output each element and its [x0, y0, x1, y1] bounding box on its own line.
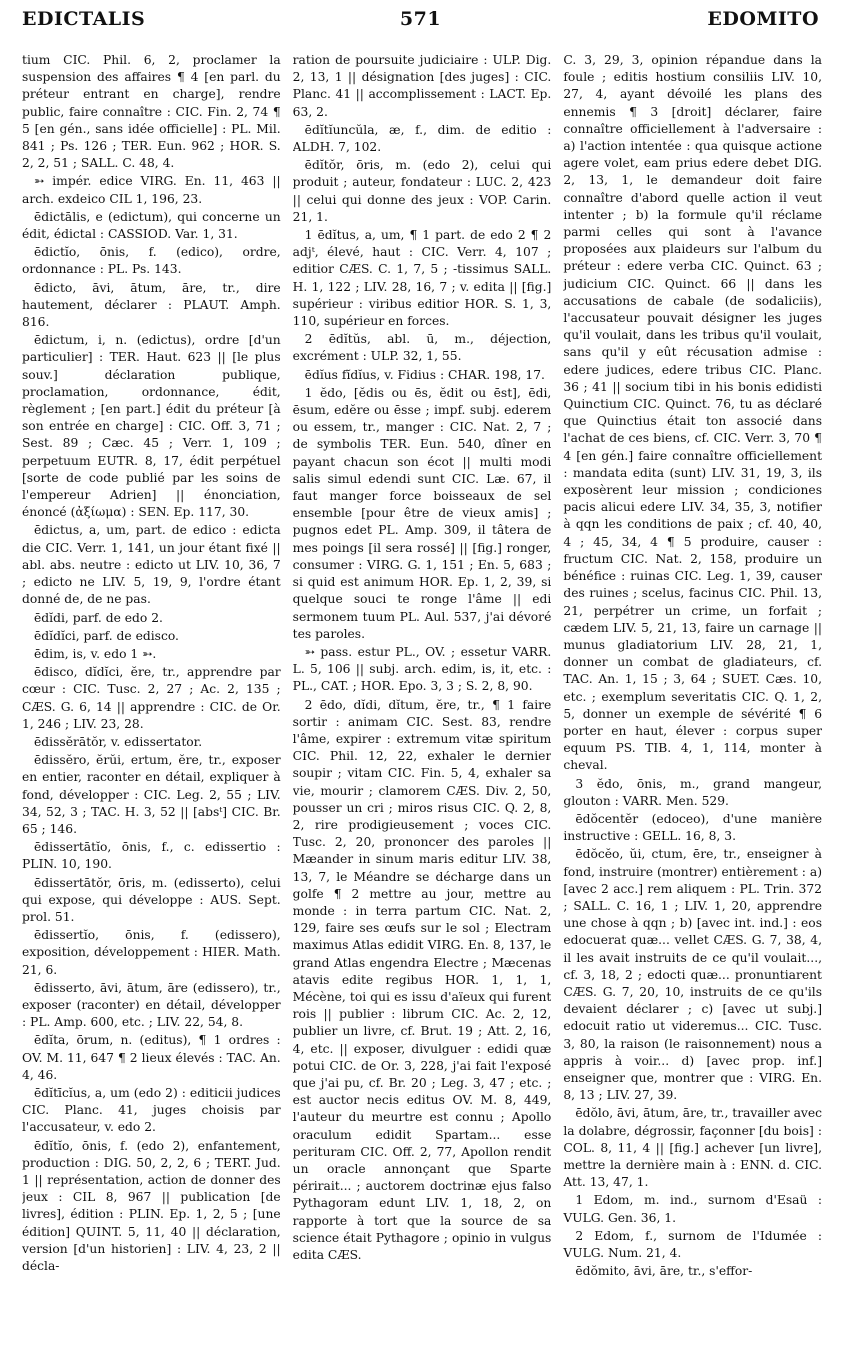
column-left [22, 52, 281, 1352]
dictionary-entry: 2 Edom, f., surnom de l'Idumée : VULG. Num. 21, 4. [563, 1228, 823, 1261]
dictionary-entry: ēdisserto, āvi, ātum, āre (edissero), tr., exposer (raconter) en détail, développer : PL. Amp. 600, etc. ; LIV. 22, 54, 8. [22, 980, 281, 1030]
dictionary-entry: ēdĭus fĭdĭus, v. Fidius : CHAR. 198, 17. [304, 367, 545, 382]
dictionary-entry: ēdĭdi, parf. de edo 2. [34, 610, 163, 625]
page-header [22, 8, 819, 42]
dictionary-entry: ēdicto, āvi, ātum, āre, tr., dire hautement, déclarer : PLAUT. Amph. 816. [22, 280, 281, 330]
dictionary-entry: ēdĭtĭuncŭla, æ, f., dim. de editio : ALDH. 7, 102. [292, 122, 552, 155]
dictionary-entry: ēdissertātĭo, ōnis, f., c. edissertio : PLIN. 10, 190. [22, 840, 281, 872]
header-first-word: EDICTALIS [22, 8, 146, 30]
dictionary-entry: ➳ impér. edice VIRG. En. 11, 463 || arch. exdeico CIL 1, 196, 23. [22, 174, 281, 206]
dictionary-entry: ēdissertĭo, ōnis, f. (edissero), exposition, développement : HIER. Math. 21, 6. [22, 928, 281, 977]
dictionary-entry: ēdŏcĕo, ŭi, ctum, ēre, tr., enseigner à fond, instruire (montrer) entièrement : a) [avec 2 acc.] rem aliquem : PL. Trin. 372 ; SALL. C. 16, 1 ; LIV. 1, 20, apprendre une chose à qqn ; b) [avec int. ind.] : eos edocuerat quæ... vellet CÆS. G. 7, 38, 4, il les avait instruits de ce qu'il voulait..., cf. 3, 18, 2 ; edocti quæ... pronuntiarent CÆS. G. 7, 20, 10, instruits de ce qu'ils devaient déclarer ; c) [avec ut subj.] edocuit ratio ut videremus... CIC. Tusc. 3, 80, la raison (le raisonnement) nous a appris à voir... d) [avec prop. inf.] enseigner que, montrer que : VIRG. En. 8, 13 ; LIV. 27, 39. [563, 847, 823, 1103]
dictionary-entry: 1 Edom, m. ind., surnom d'Esaü : VULG. Gen. 36, 1. [563, 1193, 823, 1225]
dictionary-entry: 1 ĕdo, [ĕdis ou ēs, ĕdit ou ēst], ēdi, ēsum, edĕre ou ēsse ; impf. subj. ederem ou essem, tr., manger : CIC. Nat. 2, 7 ; de symbolis TER. Eun. 540, dîner en payant chacun son écot || multi modi salis simul edendi sunt CIC. Læ. 67, il faut manger force boisseaux de sel ensemble [pour être de vieux amis] ; pugnos edet PL. Amp. 309, il tâtera de mes poings [il sera rossé] || [fig.] ronger, consumer : VIRG. G. 1, 151 ; En. 5, 683 ; si quid est animum HOR. Ep. 1, 2, 39, si quelque souci te ronge l'âme || edi sermonem tuum PL. Aul. 537, j'ai dévoré tes paroles. [292, 385, 552, 641]
dictionary-entry: ēdĭta, ōrum, n. (editus), ¶ 1 ordres : OV. M. 11, 647 ¶ 2 lieux élevés : TAC. An. 4, 46. [22, 1033, 281, 1082]
page-number: 571 [399, 8, 442, 30]
dictionary-entry: tium CIC. Phil. 6, 2, proclamer la suspension des affaires ¶ 4 [en parl. du préteur entrant en charge], rendre public, faire connaître : CIC. Fin. 2, 74 ¶ 5 [en gén., sans idée officielle] : PL. Mil. 841 ; Ps. 126 ; TER. Eun. 962 ; HOR. S. 2, 2, 51 ; SALL. C. 48, 4. [22, 53, 281, 171]
dictionary-entry: ēdictum, i, n. (edictus), ordre [d'un particulier] : TER. Haut. 623 || [le plus souv.] déclaration publique, proclamation, ordonnance, édit, règlement ; [en part.] édit du préteur [à son entrée en charge] : CIC. Off. 3, 71 ; Sest. 89 ; Cæc. 45 ; Verr. 1, 109 ; perpetuum EUTR. 8, 17, édit perpétuel [sorte de code publié par les soins de l'empereur Adrien] || énonciation, énoncé (ἀξίωμα) : SEN. Ep. 117, 30. [22, 333, 281, 520]
dictionary-entry: C. 3, 29, 3, opinion répandue dans la foule ; editis hostium consiliis LIV. 10, 27, 4, ayant dévoilé les plans des ennemis ¶ 3 [droit] déclarer, faire connaître officiellement à l'adversaire : a) l'action intentée : qua quisque actione agere volet, eam prius edere debet DIG. 2, 13, 1, le demandeur doit faire connaître d'abord quelle action il veut intenter ; b) la formule qu'il réclame parmi celles qui sont à l'avance proposées aux plaideurs sur l'album du préteur : edere verba CIC. Quinct. 63 ; judicium CIC. Quinct. 66 || dans les accusations de cabale (de sodaliciis), l'accusateur pouvait désigner les juges qu'il voulait, dans les tribus qu'il voulait, sans qu'il y eût récusation admise : edere judices, edere tribus CIC. Planc. 36 ; 41 || socium tibi in his bonis edidisti Quinctium CIC. Quinct. 76, tu as déclaré que Quinctius était ton associé dans l'achat de ces biens, cf. CIC. Verr. 3, 70 ¶ 4 [en gén.] faire connaître officiellement : mandata edita (sunt) LIV. 31, 19, 3, ils exposèrent leur mission ; condiciones pacis alicui edere LIV. 34, 35, 3, notifier à qqn les conditions de paix ; cf. 40, 40, 4 ; 45, 34, 4 ¶ 5 produire, causer : fructum CIC. Nat. 2, 158, produire un bénéfice : ruinas CIC. Leg. 1, 39, causer des ruines ; scelus, facinus CIC. Phil. 13, 21, perpétrer un crime, un forfait ; cædem LIV. 5, 21, 13, faire un carnage || munus gladiatorium LIV. 28, 21, 1, donner un combat de gladiateurs, cf. TAC. An. 1, 15 ; 3, 64 ; SUET. Cæs. 10, etc. ; exemplum severitatis CIC. Q. 1, 2, 5, donner un exemple de sévérité ¶ 6 porter en haut, élever : corpus super equum PS. TIB. 4, 1, 114, monter à cheval. [563, 53, 823, 773]
dictionary-entry: ēdŏcentĕr (edoceo), d'une manière instructive : GELL. 16, 8, 3. [563, 811, 823, 844]
dictionary-entry: ēdissertātŏr, ōris, m. (edissertо), celui qui expose, qui développe : AUS. Sept. prol. 51. [22, 875, 281, 924]
columns [22, 52, 822, 1352]
dictionary-entry: ēdissĕro, ĕrŭi, ertum, ĕre, tr., exposer en entier, raconter en détail, expliquer à fond, développer : CIC. Leg. 2, 55 ; LIV. 34, 52, 3 ; TAC. H. 3, 52 || [absᵗ] CIC. Br. 65 ; 146. [22, 753, 281, 836]
dictionary-entry: ēdĭtīcĭus, a, um (edo 2) : editicii judices CIC. Planc. 41, juges choisis par l'accusateur, v. edo 2. [22, 1085, 281, 1135]
dictionary-entry: ēdissĕrātŏr, v. edissertator. [34, 734, 203, 749]
dictionary-entry: ration de poursuite judiciaire : ULP. Dig. 2, 13, 1 || désignation [des juges] : CIC. Planc. 41 || accomplissement : LACT. Ep. 63, 2. [292, 53, 552, 119]
header-last-word: EDOMITO [707, 8, 819, 30]
dictionary-entry: ēdictus, a, um, part. de edico : edicta die CIC. Verr. 1, 141, un jour étant fixé || abl. abs. neutre : edicto ut LIV. 10, 36, 7 ; edicto ne LIV. 5, 19, 9, l'ordre étant donné de, de ne pas. [22, 523, 281, 607]
column-right [563, 52, 822, 1352]
dictionary-entry: ēdim, is, v. edo 1 ➳. [34, 646, 157, 661]
dictionary-entry: ēdictĭo, ōnis, f. (edico), ordre, ordonnance : PL. Ps. 143. [22, 245, 281, 277]
dictionary-entry: 3 ĕdo, ōnis, m., grand mangeur, glouton : VARR. Men. 529. [563, 776, 823, 808]
dictionary-entry: 1 ēdĭtus, a, um, ¶ 1 part. de edo 2 ¶ 2 adjᵗ, élevé, haut : CIC. Verr. 4, 107 ; editior CÆS. C. 1, 7, 5 ; -tissimus SALL. H. 1, 122 ; LIV. 28, 16, 7 ; v. edita || [fig.] supérieur : viribus editior HOR. S. 1, 3, 110, supérieur en forces. [292, 228, 552, 329]
dictionary-entry: ēdŏmito, āvi, āre, tr., s'effor- [575, 1264, 753, 1279]
column-middle [293, 52, 552, 1352]
dictionary-entry: ēdĭtĭo, ōnis, f. (edo 2), enfantement, production : DIG. 50, 2, 2, 6 ; TERT. Jud. 1 || représentation, action de donner des jeux : CIL 8, 967 || publication [de livres], édition : PLIN. Ep. 1, 2, 5 ; [une édition] QUINT. 5, 11, 40 || déclaration, version [d'un historien] : LIV. 4, 23, 2 || décla- [22, 1138, 281, 1274]
dictionary-entry: ēdisco, dĭdĭci, ĕre, tr., apprendre par cœur : CIC. Tusc. 2, 27 ; Ac. 2, 135 ; CÆS. G. 6, 14 || apprendre : CIC. de Or. 1, 246 ; LIV. 23, 28. [22, 665, 281, 731]
dictionary-entry: ēdĭdĭci, parf. de edisco. [34, 628, 179, 643]
dictionary-entry: 2 ēdĭtŭs, abl. ū, m., déjection, excrément : ULP. 32, 1, 55. [292, 332, 552, 364]
dictionary-entry: ➳ pass. estur PL., OV. ; essetur VARR. L. 5, 106 || subj. arch. edim, is, it, etc. : PL., CAT. ; HOR. Epo. 3, 3 ; S. 2, 8, 90. [292, 644, 552, 694]
dictionary-entry: ēdŏlo, āvi, ātum, āre, tr., travailler avec la dolabre, dégrossir, façonner [du bois] : COL. 8, 11, 4 || [fig.] achever [un livre], mettre la dernière main à : ENN. d. CIC. Att. 13, 47, 1. [563, 1106, 823, 1190]
dictionary-entry: ēdĭtŏr, ōris, m. (edo 2), celui qui produit ; auteur, fondateur : LUC. 2, 423 || celui qui donne des jeux : VOP. Carin. 21, 1. [292, 158, 552, 224]
dictionary-entry: 2 ēdo, dĭdi, dĭtum, ĕre, tr., ¶ 1 faire sortir : animam CIC. Sest. 83, rendre l'âme, expirer : extremum vitæ spiritum CIC. Phil. 12, 22, exhaler le dernier soupir ; vitam CIC. Fin. 5, 4, exhaler sa vie, mourir ; clamorem CÆS. Div. 2, 50, pousser un cri ; miros risus CIC. Q. 2, 8, 2, rire prodigieusement ; voces CIC. Tusc. 2, 20, prononcer des paroles || Mæander in sinum maris editur LIV. 38, 13, 7, le Méandre se décharge dans un golfe ¶ 2 mettre au jour, mettre au monde : in terra partum CIC. Nat. 2, 129, faire ses œufs sur le sol ; Electram maximus Atlas edidit VIRG. En. 8, 137, le grand Atlas engendra Electre ; Mæcenas atavis edite regibus HOR. 1, 1, 1, Mécène, toi qui es issu d'aïeux qui furent rois || publier : librum CIC. Ac. 2, 12, publier un livre, cf. Brut. 19 ; Att. 2, 16, 4, etc. || exposer, divulguer : edidi quæ potui CIC. de Or. 3, 228, j'ai fait l'exposé que j'ai pu, cf. Br. 20 ; Leg. 3, 47 ; etc. ; est auctor necis editus OV. M. 8, 449, l'auteur du meurtre est connu ; Apollo oraculum edidit Spartam... esse perituram CIC. Off. 2, 77, Apollon rendit un oracle annonçant que Sparte périrait... ; auctorem doctrinæ ejus falso Pythagoram edunt LIV. 1, 18, 2, on rapporte à tort que la source de sa science était Pythagore ; opinio in vulgus edita CÆS. [292, 697, 552, 1263]
dictionary-entry: ēdictālis, e (edictum), qui concerne un édit, édictal : CASSIOD. Var. 1, 31. [22, 209, 281, 242]
